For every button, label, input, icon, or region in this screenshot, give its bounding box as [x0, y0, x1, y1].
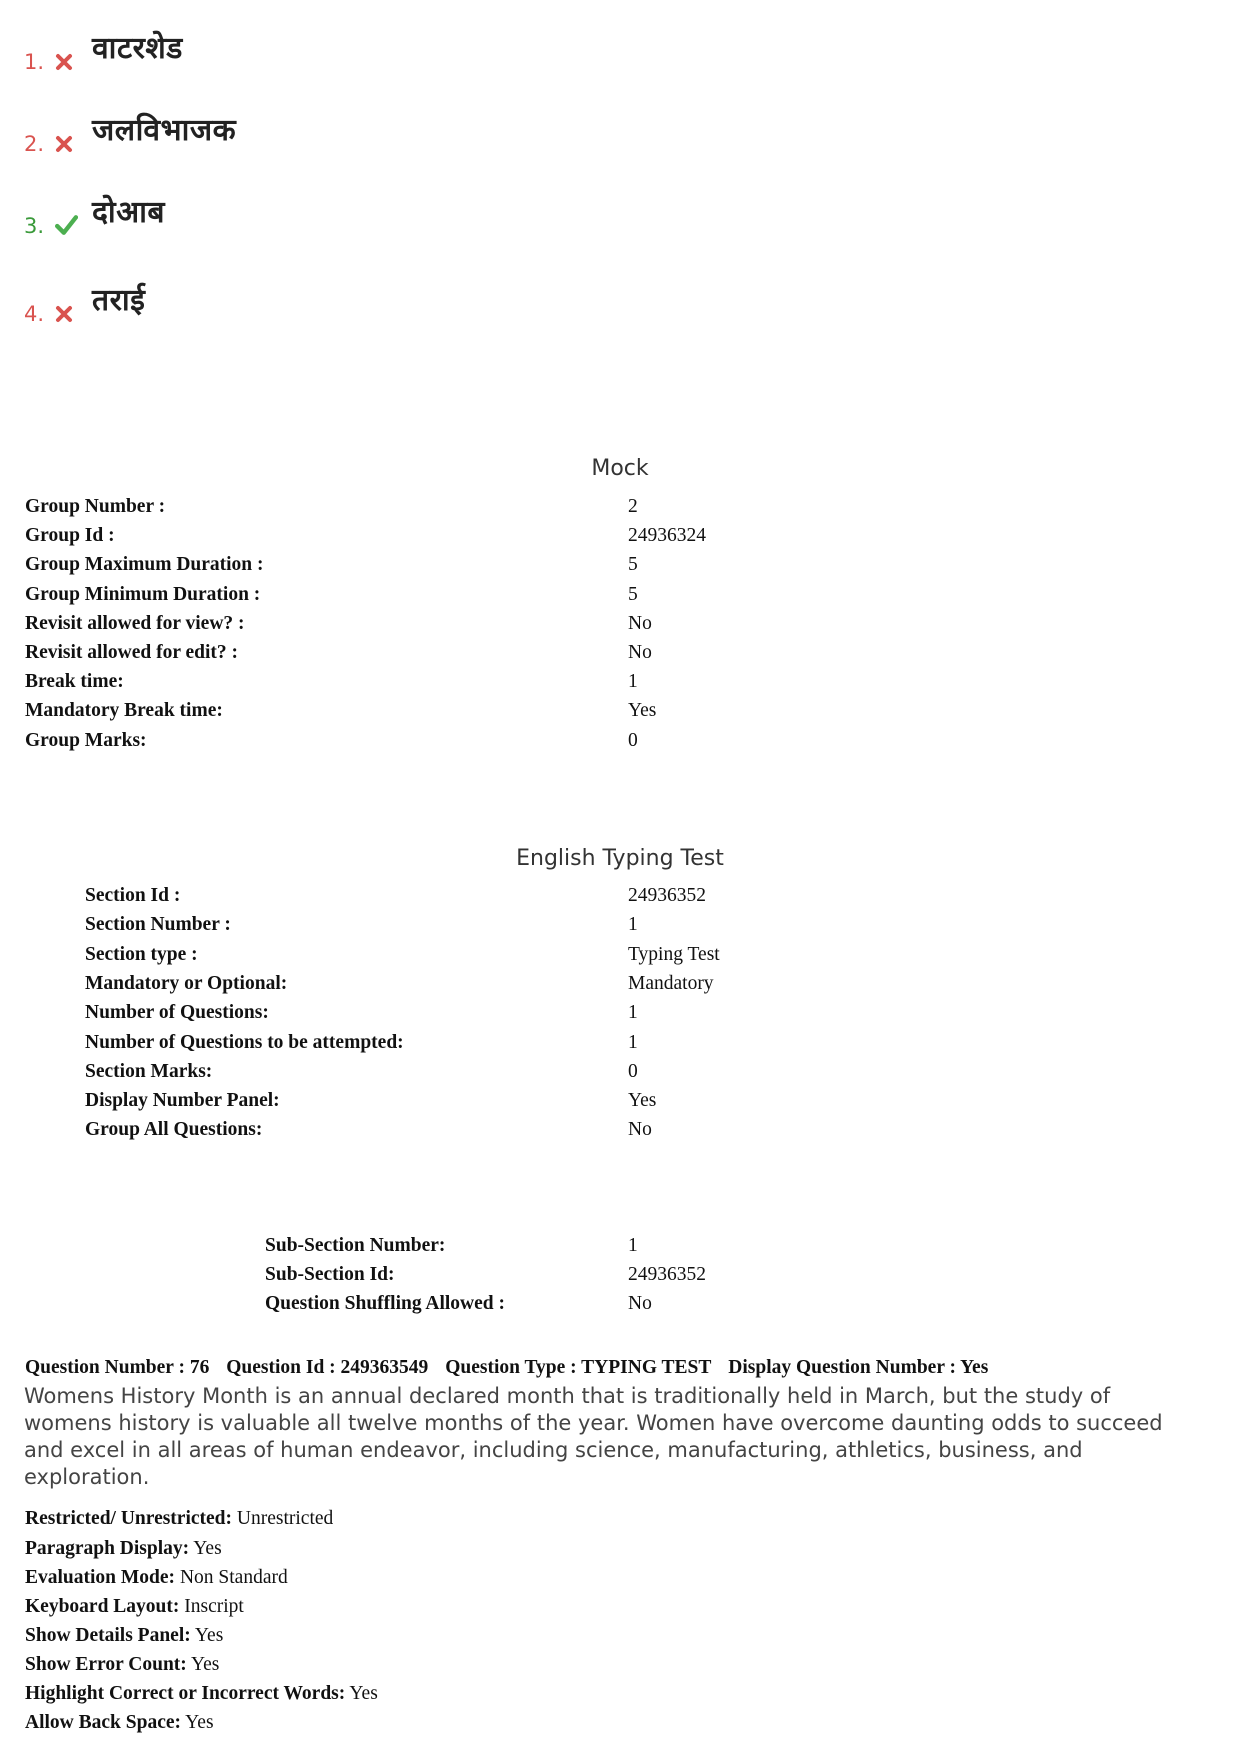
row-value: Yes [628, 1090, 657, 1111]
row-value: 1 [628, 1032, 638, 1053]
row-value: 1 [628, 914, 638, 935]
option-number: 1. [24, 50, 45, 74]
option-text: वाटरशेड [92, 31, 183, 66]
property-row [25, 1538, 222, 1560]
property-label: Show Details Panel: [25, 1625, 191, 1646]
option-number: 3. [24, 214, 45, 238]
row-label: Mandatory or Optional: [85, 973, 288, 994]
property-label: Show Error Count: [25, 1654, 187, 1675]
display-question-number: Display Question Number : Yes [728, 1357, 989, 1378]
option-text: जलविभाजक [92, 113, 237, 148]
row-value: No [628, 613, 652, 634]
question-id: Question Id : 249363549 [226, 1357, 429, 1378]
row-value: 1 [628, 671, 638, 692]
row-value: 0 [628, 730, 638, 751]
property-label: Restricted/ Unrestricted: [25, 1508, 233, 1529]
row-label: Section Number : [85, 914, 231, 935]
property-value: Yes [190, 1654, 220, 1675]
property-label: Keyboard Layout: [25, 1596, 180, 1617]
property-row [25, 1712, 214, 1734]
cross-icon [54, 134, 74, 154]
option-4 [24, 278, 624, 338]
row-label: Group All Questions: [85, 1119, 263, 1140]
row-value: 5 [628, 554, 638, 575]
row-value: 2 [628, 496, 638, 517]
cross-icon [54, 304, 74, 324]
property-value: Non Standard [179, 1567, 288, 1588]
option-2 [24, 108, 624, 168]
row-value: No [628, 1119, 652, 1140]
property-value: Unrestricted [236, 1508, 334, 1529]
row-value: 1 [628, 1002, 638, 1023]
row-value: Mandatory [628, 973, 714, 994]
option-number: 4. [24, 302, 45, 326]
question-header [25, 1357, 1000, 1379]
row-label: Group Marks: [25, 730, 147, 751]
property-label: Allow Back Space: [25, 1712, 181, 1733]
property-row [25, 1567, 288, 1589]
row-label: Group Maximum Duration : [25, 554, 264, 575]
property-row [25, 1625, 223, 1647]
row-label: Group Number : [25, 496, 166, 517]
row-label: Number of Questions to be attempted: [85, 1032, 404, 1053]
row-value: 1 [628, 1235, 638, 1256]
row-value: 24936352 [628, 885, 706, 906]
option-number: 2. [24, 132, 45, 156]
row-label: Display Number Panel: [85, 1090, 280, 1111]
row-label: Section Marks: [85, 1061, 213, 1082]
question-number: Question Number : 76 [25, 1357, 210, 1378]
row-label: Group Id : [25, 525, 115, 546]
option-3 [24, 190, 624, 250]
typing-passage: Womens History Month is an annual declared month that is traditionally held in March, but the study of womens history is valuable all twelve months of the year. Women have overcome daunting odds to succeed and excel in all areas of human endeavor, including science, manufacturing, athletics, business, and exploration. [24, 1384, 1163, 1489]
option-text: तराई [92, 283, 146, 318]
cross-icon [54, 52, 74, 72]
property-label: Paragraph Display: [25, 1538, 190, 1559]
property-row [25, 1654, 219, 1676]
property-value: Yes [349, 1683, 378, 1704]
row-label: Sub-Section Number: [265, 1235, 446, 1256]
property-value: Yes [193, 1538, 222, 1559]
row-label: Group Minimum Duration : [25, 584, 261, 605]
row-value: Yes [628, 700, 657, 721]
row-value: 5 [628, 584, 638, 605]
property-row [25, 1683, 378, 1705]
row-label: Number of Questions: [85, 1002, 269, 1023]
option-1 [24, 26, 624, 86]
option-text: दोआब [92, 195, 165, 230]
row-label: Sub-Section Id: [265, 1264, 395, 1285]
row-value: No [628, 642, 652, 663]
row-label: Revisit allowed for edit? : [25, 642, 239, 663]
property-value: Inscript [184, 1596, 244, 1617]
row-value: 0 [628, 1061, 638, 1082]
row-value: 24936324 [628, 525, 706, 546]
group-heading: Mock [591, 456, 649, 481]
row-label: Break time: [25, 671, 124, 692]
row-value: Typing Test [628, 944, 720, 965]
property-value: Yes [194, 1625, 224, 1646]
row-value: No [628, 1293, 652, 1314]
section-heading: English Typing Test [516, 846, 724, 871]
row-label: Section type : [85, 944, 198, 965]
property-label: Highlight Correct or Incorrect Words: [25, 1683, 346, 1704]
property-row [25, 1508, 333, 1530]
row-label: Question Shuffling Allowed : [265, 1293, 506, 1314]
property-row [25, 1596, 244, 1618]
question-type: Question Type : TYPING TEST [445, 1357, 712, 1378]
row-label: Mandatory Break time: [25, 700, 223, 721]
row-label: Revisit allowed for view? : [25, 613, 245, 634]
property-value: Yes [185, 1712, 214, 1733]
property-label: Evaluation Mode: [25, 1567, 176, 1588]
check-icon [54, 214, 78, 236]
row-label: Section Id : [85, 885, 181, 906]
row-value: 24936352 [628, 1264, 706, 1285]
